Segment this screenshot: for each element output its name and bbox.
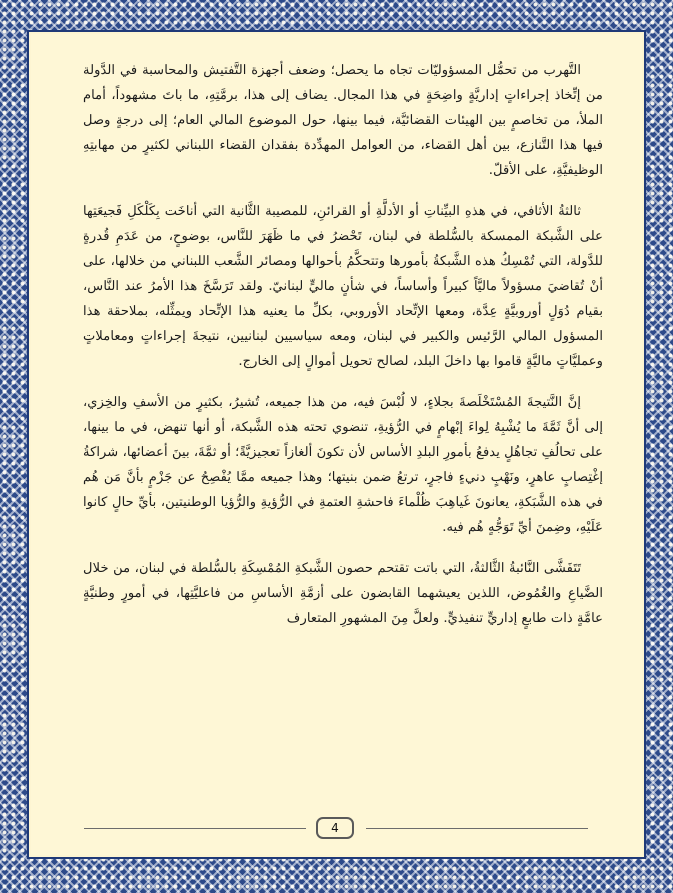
paragraph-3: إنَّ النَّتيجةَ المُسْتَخْلَصةَ بجلاءٍ، لا لُبْسَ فيه، من هذا جميعه، تُشيرُ، بكثيرٍ من الأسفِ والخِزي، إلى أنَّ ثَمَّةَ ما يُشْبِهُ لِواءَ إبْهامٍ في الرُّؤيةِ، تنضوي تحته هذه الشَّبكة، أو أنها تنهض، في ما بينها، على تحالُفِ تجاهُلٍ يدفعُ بأمورِ البلدِ الأساس لأن تكونَ ألغازاً تعجيزيَّةً؛ أو ثمَّةَ، بينَ أعضائها، شراكةُ إغْتِصابٍ عاهرٍ، ونَهْبٍ دنيءٍ فاجرٍ، ترتعُ ضمن بنيتها؛ وهذا جميعه ممَّا يُفْصِحُ عن جَزْمٍ بأنَّ مَن هُم في هذه الشَّبَكةِ، يعانونَ غَياهِبَ ظُلْماءَ فاحشةِ العتمةِ في الرُّؤيةِ والرُّؤيا الوطنيتين، بأيِّ حالٍ كانوا عَلَيْهِ، وضِمنَ أيِّ تَوَجُّهٍ هُم فيه. <box>83 395 603 535</box>
paragraph-4: تَتَفَشَّى النَّائبةُ الثَّالثةُ، التي باتت تقتحم حصون الشَّبكةِ المُمْسِكَةِ بالسُّلطة في لبنان، من خلال الضَّياعِ والغُمُوض، اللذين يعيشهما القابضون على أزمَّةِ الأساسِ من فاعليَّتِها، في أمورٍ وطنيَّةٍ عامَّةٍ ذات طابعٍ إداريٍّ تنفيذيٍّ. ولعلَّ مِنَ المشهورِ المتعارف <box>83 561 603 626</box>
page-number: 4 <box>316 817 354 839</box>
page-footer <box>84 815 588 843</box>
paragraph-1: التَّهرب من تحمُّل المسؤوليّات تجاه ما يحصل؛ وضعف أجهزة التَّفتيش والمحاسبة في الدَّولة من إتِّخاذ إجراءاتٍ إداريَّةٍ واضِحَةٍ في هذا المجال. يضاف إلى هذا، برمَّتِهِ، ما باتَ مشهوداً، أمام الملأ، من تخاصمٍ بين الهيئات القضائيَّة، فيما بينها، حول الموضوع المالي العام؛ إلى درجةٍ وصل فيها هذا التَّنازع، بين أهل القضاء، من العوامل المهدِّدة بفقدان القضاء اللبناني لكثيرٍ من مهابتِهِ الوظيفيَّةِ، على الأقلّ. <box>83 63 603 178</box>
paragraph-2: ثالثةُ الأثافي، في هذهِ البيِّناتِ أو الأدلَّةِ أو القرائنِ، للمصيبة الثَّانية التي أناخَت بِكَلْكَلِ فَجيعَتِها على الشَّبكة الممسكة بالسُّلطة في لبنان، تَحْضرُ في ما ظَهَرَ للنَّاس، بوضوحٍ، من عَدَمِ قُدرةٍ للدَّولة، التي تُمْسِكُ هذه الشَّبكةُ بأمورها وتتحكَّمُ بأحوالها ومصائر الشَّعب اللبناني من خلالها، على أنْ تُقاضيَ مسؤولاً ماليَّاً كبيراً وأساساً، في شأنٍ ماليٍّ لبنانيّ. ولقد تَرَسَّخَ هذا الأمرُ عند النَّاس، بقيام دُوَلٍ أوروبيَّةٍ عِدَّة، ومعها الإتِّحاد الأوروبي، بكلِّ ما يعنيه هذا الإتِّحاد ويمثِّله، بملاحقة هذا المسؤول المالي الرَّئيس والكبير في لبنان، ومعه سياسيين لبنانيين، نتيجةَ إجراءاتٍ ومعاملاتٍ وعمليَّاتٍ ماليَّةٍ قاموا بها داخلَ البلد، لصالح تحويل أموالٍ إلى الخارج. <box>83 204 603 369</box>
footer-rule-right <box>366 828 588 829</box>
document-body <box>83 58 603 647</box>
footer-rule-left <box>84 828 306 829</box>
